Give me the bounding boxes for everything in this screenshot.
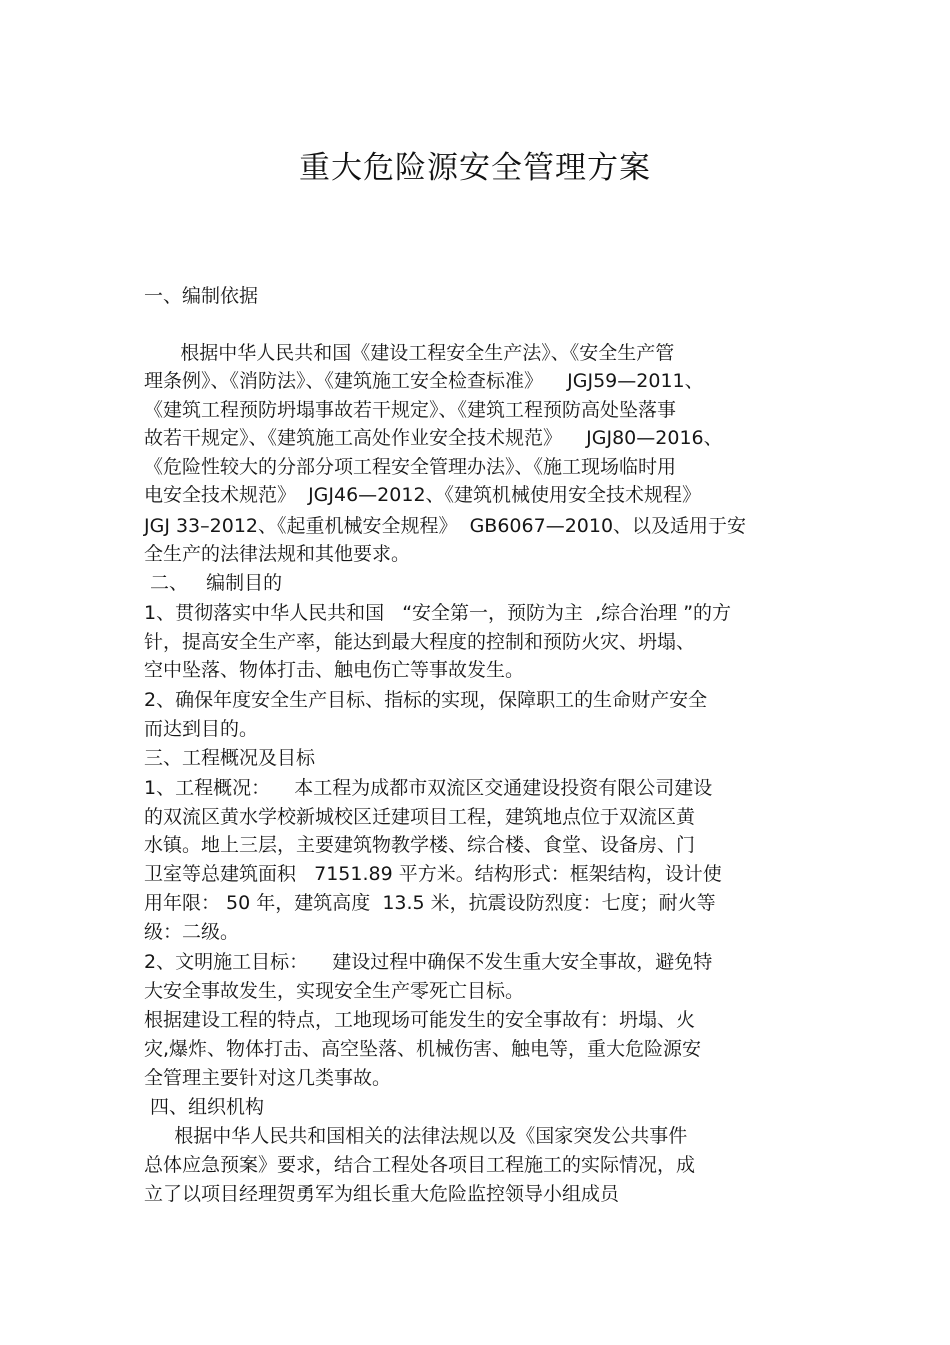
paragraph-line: 根据中华人民共和国相关的法律法规以及《国家突发公共事件 bbox=[144, 1125, 688, 1147]
section-heading-overview: 三、工程概况及目标 bbox=[144, 747, 316, 769]
paragraph-line: 大安全事故发生，实现安全生产零死亡目标。 bbox=[144, 980, 525, 1002]
paragraph-line: 故若干规定》、《建筑施工高处作业安全技术规范》 JGJ80—2016、 bbox=[144, 427, 723, 449]
paragraph-line: 而达到目的。 bbox=[144, 718, 259, 740]
paragraph-line: 根据建设工程的特点，工地现场可能发生的安全事故有：坍塌、火 bbox=[144, 1009, 696, 1031]
paragraph-line: 1、贯彻落实中华人民共和国 “安全第一，预防为主 ,综合治理 ”的方 bbox=[144, 602, 732, 624]
paragraph-line: 的双流区黄水学校新城校区迁建项目工程，建筑地点位于双流区黄 bbox=[144, 806, 696, 828]
paragraph-line: 级：二级。 bbox=[144, 921, 240, 943]
paragraph-line: 水镇。地上三层，主要建筑物教学楼、综合楼、食堂、设备房、门 bbox=[144, 834, 696, 856]
paragraph-line: 全管理主要针对这几类事故。 bbox=[144, 1067, 392, 1089]
paragraph-line: JGJ 33–2012、《起重机械安全规程》 GB6067—2010、以及适用于安 bbox=[144, 515, 747, 537]
paragraph-line: 《建筑工程预防坍塌事故若干规定》、《建筑工程预防高处坠落事 bbox=[144, 399, 677, 421]
paragraph-line: 卫室等总建筑面积 7151.89 平方米。结构形式：框架结构，设计使 bbox=[144, 863, 722, 885]
paragraph-line: 空中坠落、物体打击、触电伤亡等事故发生。 bbox=[144, 659, 525, 681]
paragraph-line: 电安全技术规范》 JGJ46—2012、《建筑机械使用安全技术规程》 bbox=[144, 484, 702, 506]
paragraph-line: 针，提高安全生产率，能达到最大程度的控制和预防火灾、坍塌、 bbox=[144, 631, 696, 653]
section-heading-organization: 四、组织机构 bbox=[144, 1096, 265, 1118]
paragraph-line: 立了以项目经理贺勇军为组长重大危险监控领导小组成员 bbox=[144, 1183, 620, 1205]
paragraph-line: 《危险性较大的分部分项工程安全管理办法》、《施工现场临时用 bbox=[144, 456, 677, 478]
paragraph-line: 全生产的法律法规和其他要求。 bbox=[144, 543, 411, 565]
paragraph-line: 1、工程概况： 本工程为成都市双流区交通建设投资有限公司建设 bbox=[144, 777, 713, 799]
section-heading-purpose: 二、 编制目的 bbox=[144, 572, 283, 594]
paragraph-line: 2、文明施工目标： 建设过程中确保不发生重大安全事故，避免特 bbox=[144, 951, 713, 973]
paragraph-line: 总体应急预案》要求，结合工程处各项目工程施工的实际情况，成 bbox=[144, 1154, 696, 1176]
section-heading-basis: 一、编制依据 bbox=[144, 285, 259, 307]
paragraph-line: 灾,爆炸、物体打击、高空坠落、机械伤害、触电等，重大危险源安 bbox=[144, 1038, 702, 1060]
document-title: 重大危险源安全管理方案 bbox=[299, 150, 651, 186]
paragraph-line: 2、确保年度安全生产目标、指标的实现，保障职工的生命财产安全 bbox=[144, 689, 708, 711]
paragraph-line: 根据中华人民共和国《建设工程安全生产法》、《安全生产管 bbox=[144, 342, 675, 364]
paragraph-line: 用年限： 50 年，建筑高度 13.5 米，抗震设防烈度：七度；耐火等 bbox=[144, 892, 716, 914]
paragraph-line: 理条例》、《消防法》、《建筑施工安全检查标准》 JGJ59—2011、 bbox=[144, 370, 704, 392]
